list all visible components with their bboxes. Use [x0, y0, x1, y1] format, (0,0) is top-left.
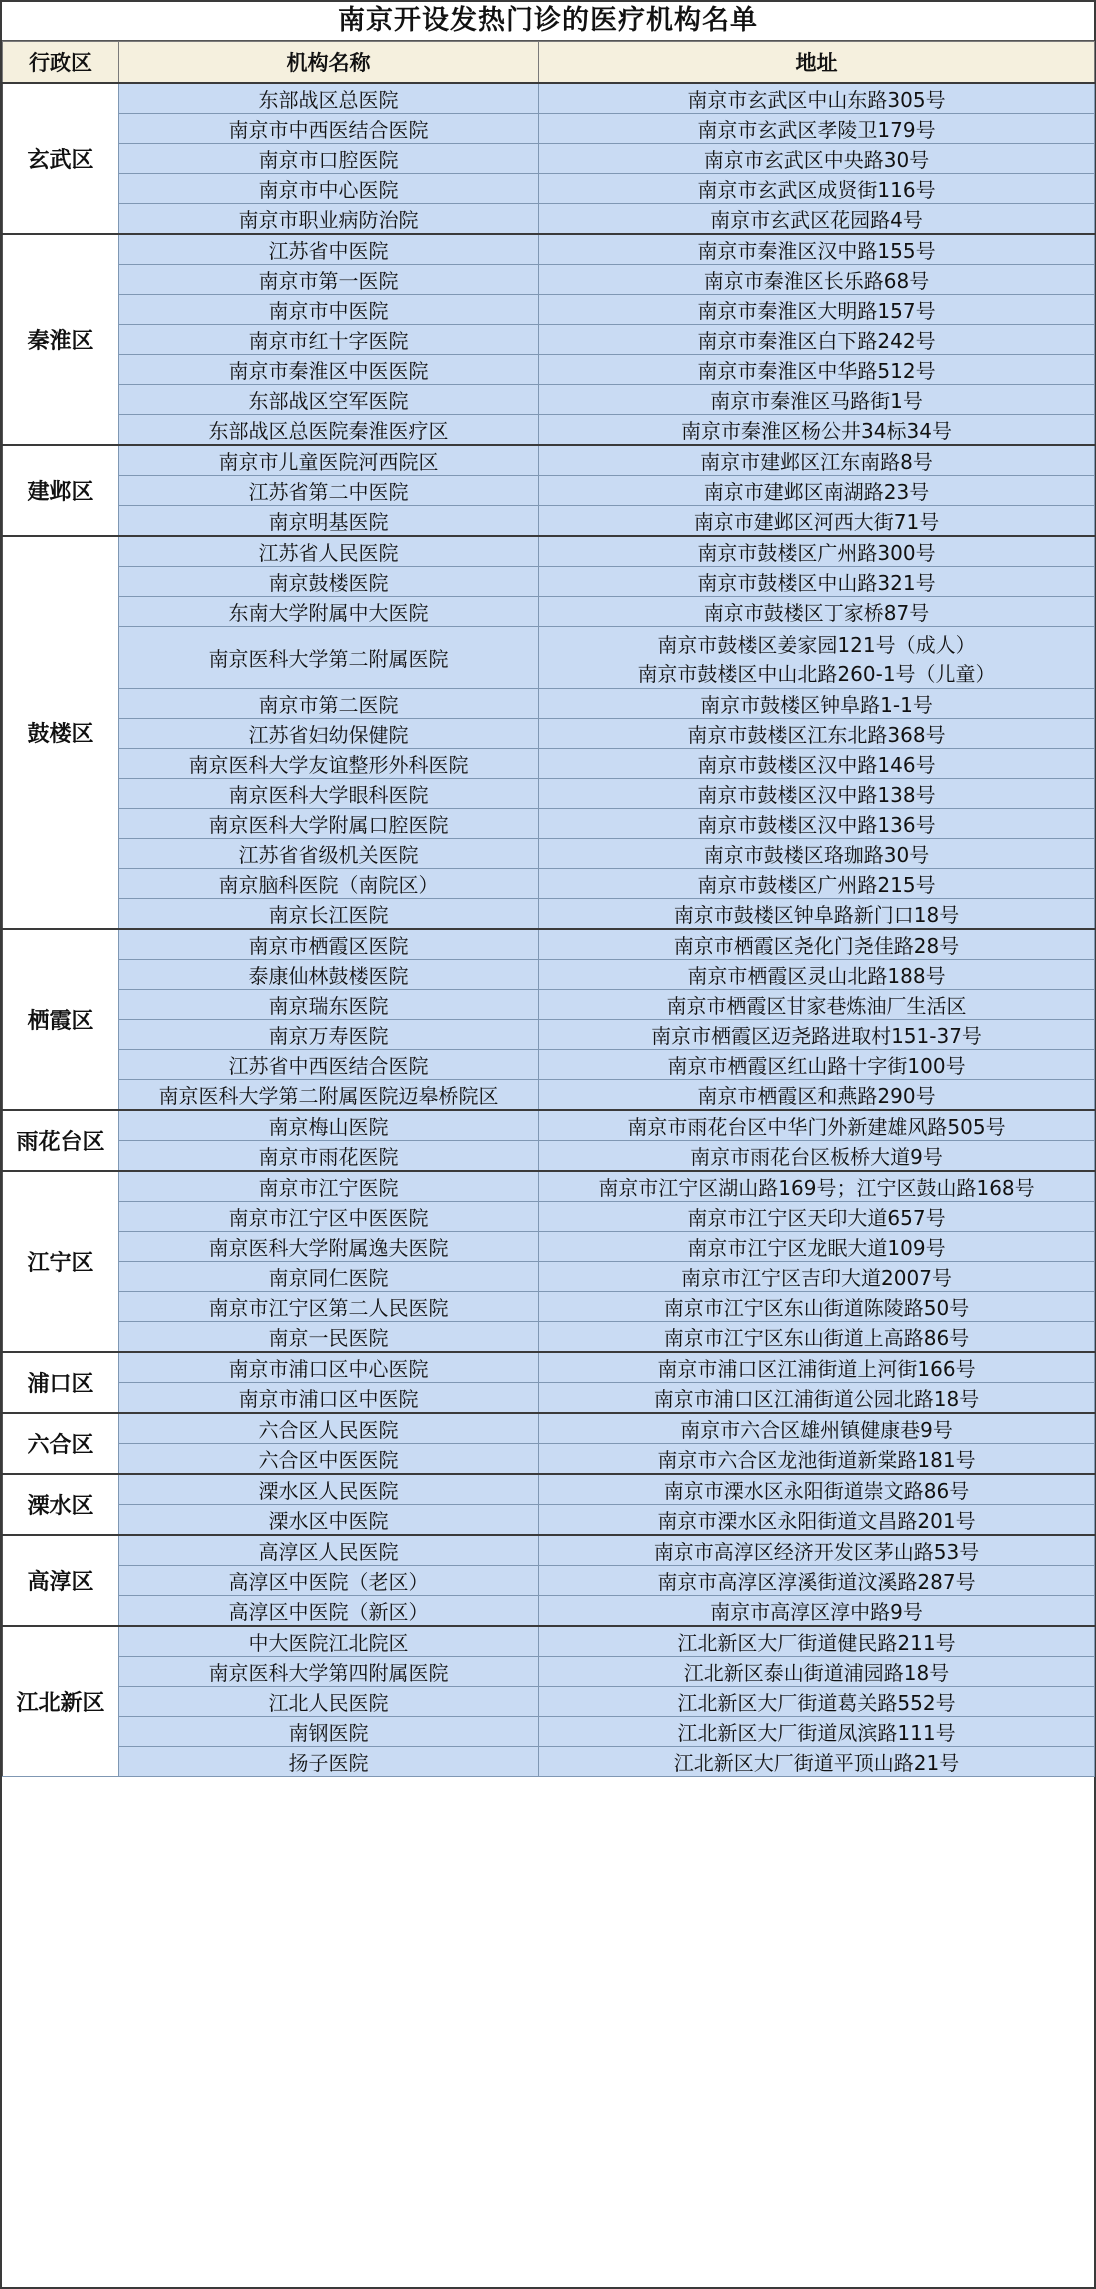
table-row	[3, 809, 1095, 839]
institution-address: 南京市鼓楼区珞珈路30号	[539, 839, 1095, 869]
institution-address: 南京市鼓楼区广州路215号	[539, 869, 1095, 899]
table-row	[3, 1020, 1095, 1050]
institution-address: 南京市玄武区成贤街116号	[539, 174, 1095, 204]
table-row	[3, 265, 1095, 295]
institution-name: 高淳区中医院（老区）	[119, 1566, 539, 1596]
institution-name: 南京医科大学友谊整形外科医院	[119, 749, 539, 779]
table-row	[3, 960, 1095, 990]
table-row	[3, 234, 1095, 265]
institution-name: 高淳区中医院（新区）	[119, 1596, 539, 1627]
institution-name: 南京市浦口区中心医院	[119, 1352, 539, 1383]
institution-address: 南京市秦淮区白下路242号	[539, 325, 1095, 355]
institution-address: 南京市建邺区南湖路23号	[539, 476, 1095, 506]
address-line: 南京市鼓楼区中山北路260-1号（儿童）	[637, 661, 996, 686]
district-cell: 浦口区	[3, 1352, 119, 1413]
table-row	[3, 1505, 1095, 1536]
institution-name: 南京医科大学附属口腔医院	[119, 809, 539, 839]
institution-address: 南京市秦淮区长乐路68号	[539, 265, 1095, 295]
header-district: 行政区	[3, 42, 119, 84]
institution-name: 东南大学附属中大医院	[119, 597, 539, 627]
institution-address: 南京市高淳区淳中路9号	[539, 1596, 1095, 1627]
institution-name: 南京市江宁医院	[119, 1171, 539, 1202]
institution-name: 南京医科大学眼科医院	[119, 779, 539, 809]
institution-name: 南京同仁医院	[119, 1262, 539, 1292]
institution-name: 南京医科大学第四附属医院	[119, 1657, 539, 1687]
district-cell: 鼓楼区	[3, 536, 119, 929]
institution-address: 南京市鼓楼区江东北路368号	[539, 719, 1095, 749]
institution-name: 江苏省第二中医院	[119, 476, 539, 506]
district-cell: 溧水区	[3, 1474, 119, 1535]
page-title: 南京开设发热门诊的医疗机构名单	[2, 2, 1094, 41]
institution-name: 高淳区人民医院	[119, 1535, 539, 1566]
institution-address: 南京市鼓楼区汉中路146号	[539, 749, 1095, 779]
institution-name: 南京市中医院	[119, 295, 539, 325]
table-row	[3, 749, 1095, 779]
district-cell: 玄武区	[3, 83, 119, 234]
institution-name: 南京长江医院	[119, 899, 539, 930]
institution-address: 南京市江宁区天印大道657号	[539, 1202, 1095, 1232]
institution-name: 溧水区中医院	[119, 1505, 539, 1536]
table-row	[3, 1687, 1095, 1717]
institution-address: 南京市鼓楼区钟阜路新门口18号	[539, 899, 1095, 930]
institution-address: 南京市六合区雄州镇健康巷9号	[539, 1413, 1095, 1444]
table-row	[3, 295, 1095, 325]
table-row	[3, 1717, 1095, 1747]
institution-address: 南京市江宁区东山街道陈陵路50号	[539, 1292, 1095, 1322]
institution-address	[539, 627, 1095, 689]
table-row	[3, 415, 1095, 446]
table-row	[3, 114, 1095, 144]
table-row	[3, 1747, 1095, 1777]
institution-name: 南京市第一医院	[119, 265, 539, 295]
table-row	[3, 990, 1095, 1020]
institution-name: 南京脑科医院（南院区）	[119, 869, 539, 899]
table-row	[3, 779, 1095, 809]
district-cell: 六合区	[3, 1413, 119, 1474]
institution-name: 南京万寿医院	[119, 1020, 539, 1050]
institution-name: 南京市江宁区中医医院	[119, 1202, 539, 1232]
institution-name: 南京梅山医院	[119, 1110, 539, 1141]
table-row	[3, 1322, 1095, 1353]
institution-name: 南钢医院	[119, 1717, 539, 1747]
district-cell: 江宁区	[3, 1171, 119, 1352]
institution-address: 南京市秦淮区汉中路155号	[539, 234, 1095, 265]
institution-name: 南京医科大学第二附属医院	[119, 627, 539, 689]
institution-name: 南京市雨花医院	[119, 1141, 539, 1172]
institution-name: 江苏省省级机关医院	[119, 839, 539, 869]
table-row	[3, 476, 1095, 506]
table-row	[3, 1292, 1095, 1322]
institution-name: 江苏省妇幼保健院	[119, 719, 539, 749]
table-row	[3, 899, 1095, 930]
table-row	[3, 1596, 1095, 1627]
institution-address: 南京市栖霞区尧化门尧佳路28号	[539, 929, 1095, 960]
institution-address: 江北新区大厂街道平顶山路21号	[539, 1747, 1095, 1777]
table-row	[3, 1474, 1095, 1505]
table-row	[3, 1262, 1095, 1292]
institution-address: 南京市雨花台区中华门外新建雄风路505号	[539, 1110, 1095, 1141]
table-row	[3, 1080, 1095, 1111]
institution-address: 南京市秦淮区中华路512号	[539, 355, 1095, 385]
institution-address: 南京市秦淮区杨公井34标34号	[539, 415, 1095, 446]
institution-name: 扬子医院	[119, 1747, 539, 1777]
institution-address: 南京市玄武区孝陵卫179号	[539, 114, 1095, 144]
institution-address: 南京市六合区龙池街道新棠路181号	[539, 1444, 1095, 1475]
institution-name: 南京市中西医结合医院	[119, 114, 539, 144]
institution-name: 溧水区人民医院	[119, 1474, 539, 1505]
institution-address: 南京市玄武区中山东路305号	[539, 83, 1095, 114]
table-row	[3, 869, 1095, 899]
institution-name: 东部战区空军医院	[119, 385, 539, 415]
institution-address: 南京市栖霞区红山路十字街100号	[539, 1050, 1095, 1080]
table-row	[3, 445, 1095, 476]
table-row	[3, 597, 1095, 627]
institution-address: 南京市江宁区东山街道上高路86号	[539, 1322, 1095, 1353]
institution-name: 南京市江宁区第二人民医院	[119, 1292, 539, 1322]
district-cell: 栖霞区	[3, 929, 119, 1110]
header-address: 地址	[539, 42, 1095, 84]
institution-name: 东部战区总医院秦淮医疗区	[119, 415, 539, 446]
table-body	[3, 83, 1095, 1777]
table-row	[3, 174, 1095, 204]
district-cell: 秦淮区	[3, 234, 119, 445]
institution-address: 南京市建邺区河西大街71号	[539, 506, 1095, 537]
table-row	[3, 1352, 1095, 1383]
table-row	[3, 567, 1095, 597]
institution-address: 南京市鼓楼区广州路300号	[539, 536, 1095, 567]
table-row	[3, 1171, 1095, 1202]
institution-name: 南京医科大学第二附属医院迈皋桥院区	[119, 1080, 539, 1111]
institution-address: 南京市江宁区龙眠大道109号	[539, 1232, 1095, 1262]
institution-name: 江苏省中西医结合医院	[119, 1050, 539, 1080]
institution-name: 江苏省中医院	[119, 234, 539, 265]
district-cell: 建邺区	[3, 445, 119, 536]
table-row	[3, 1444, 1095, 1475]
table-row	[3, 1383, 1095, 1414]
institution-name: 南京医科大学附属逸夫医院	[119, 1232, 539, 1262]
header-institution: 机构名称	[119, 42, 539, 84]
institution-address: 南京市玄武区花园路4号	[539, 204, 1095, 235]
institution-address: 江北新区大厂街道葛关路552号	[539, 1687, 1095, 1717]
table-row	[3, 1413, 1095, 1444]
table-row	[3, 1110, 1095, 1141]
table-row	[3, 506, 1095, 537]
district-cell: 雨花台区	[3, 1110, 119, 1171]
institution-name: 南京瑞东医院	[119, 990, 539, 1020]
table-row	[3, 839, 1095, 869]
table-row	[3, 719, 1095, 749]
institution-table	[2, 41, 1095, 1777]
institution-name: 南京一民医院	[119, 1322, 539, 1353]
institution-name: 南京市职业病防治院	[119, 204, 539, 235]
institution-address: 南京市秦淮区大明路157号	[539, 295, 1095, 325]
institution-name: 南京市秦淮区中医医院	[119, 355, 539, 385]
table-row	[3, 83, 1095, 114]
institution-address: 南京市鼓楼区汉中路136号	[539, 809, 1095, 839]
institution-address: 南京市玄武区中央路30号	[539, 144, 1095, 174]
institution-address: 南京市高淳区经济开发区茅山路53号	[539, 1535, 1095, 1566]
institution-address: 南京市江宁区湖山路169号；江宁区鼓山路168号	[539, 1171, 1095, 1202]
table-row	[3, 1566, 1095, 1596]
institution-address: 南京市浦口区江浦街道上河街166号	[539, 1352, 1095, 1383]
header-row	[3, 42, 1095, 84]
institution-address: 南京市栖霞区灵山北路188号	[539, 960, 1095, 990]
table-row	[3, 929, 1095, 960]
institution-address: 南京市鼓楼区丁家桥87号	[539, 597, 1095, 627]
institution-name: 江北人民医院	[119, 1687, 539, 1717]
institution-address: 南京市栖霞区甘家巷炼油厂生活区	[539, 990, 1095, 1020]
institution-name: 中大医院江北院区	[119, 1626, 539, 1657]
table-row	[3, 204, 1095, 235]
institution-address: 南京市建邺区江东南路8号	[539, 445, 1095, 476]
institution-name: 南京鼓楼医院	[119, 567, 539, 597]
institution-name: 南京市中心医院	[119, 174, 539, 204]
table-row	[3, 355, 1095, 385]
table-row	[3, 144, 1095, 174]
table-row	[3, 325, 1095, 355]
institution-address: 南京市江宁区吉印大道2007号	[539, 1262, 1095, 1292]
institution-address: 南京市浦口区江浦街道公园北路18号	[539, 1383, 1095, 1414]
institution-address: 南京市鼓楼区钟阜路1-1号	[539, 689, 1095, 719]
institution-name: 东部战区总医院	[119, 83, 539, 114]
table-row	[3, 1657, 1095, 1687]
institution-address: 江北新区大厂街道健民路211号	[539, 1626, 1095, 1657]
institution-address: 南京市雨花台区板桥大道9号	[539, 1141, 1095, 1172]
institution-address: 南京市秦淮区马路街1号	[539, 385, 1095, 415]
table-row	[3, 1535, 1095, 1566]
table-row	[3, 689, 1095, 719]
institution-address: 南京市溧水区永阳街道文昌路201号	[539, 1505, 1095, 1536]
table-row	[3, 1232, 1095, 1262]
table-row	[3, 1202, 1095, 1232]
institution-name: 南京市栖霞区医院	[119, 929, 539, 960]
table-row	[3, 1141, 1095, 1172]
institution-name: 六合区中医医院	[119, 1444, 539, 1475]
institution-name: 南京市儿童医院河西院区	[119, 445, 539, 476]
institution-address: 南京市栖霞区迈尧路进取村151-37号	[539, 1020, 1095, 1050]
institution-name: 南京市第二医院	[119, 689, 539, 719]
institution-address: 南京市鼓楼区中山路321号	[539, 567, 1095, 597]
institution-name: 六合区人民医院	[119, 1413, 539, 1444]
institution-address: 南京市鼓楼区汉中路138号	[539, 779, 1095, 809]
institution-address: 南京市高淳区淳溪街道汶溪路287号	[539, 1566, 1095, 1596]
institution-name: 南京市浦口区中医院	[119, 1383, 539, 1414]
table-row	[3, 1050, 1095, 1080]
address-line: 南京市鼓楼区姜家园121号（成人）	[657, 632, 976, 657]
institution-name: 南京明基医院	[119, 506, 539, 537]
institution-address: 江北新区大厂街道凤滨路111号	[539, 1717, 1095, 1747]
table-row	[3, 536, 1095, 567]
institution-name: 南京市红十字医院	[119, 325, 539, 355]
district-cell: 江北新区	[3, 1626, 119, 1777]
table-row	[3, 1626, 1095, 1657]
table-row	[3, 627, 1095, 689]
institution-name: 江苏省人民医院	[119, 536, 539, 567]
district-cell: 高淳区	[3, 1535, 119, 1626]
institution-address: 江北新区泰山街道浦园路18号	[539, 1657, 1095, 1687]
institution-address: 南京市溧水区永阳街道崇文路86号	[539, 1474, 1095, 1505]
institution-name: 南京市口腔医院	[119, 144, 539, 174]
institution-address: 南京市栖霞区和燕路290号	[539, 1080, 1095, 1111]
table-row	[3, 385, 1095, 415]
institution-name: 泰康仙林鼓楼医院	[119, 960, 539, 990]
